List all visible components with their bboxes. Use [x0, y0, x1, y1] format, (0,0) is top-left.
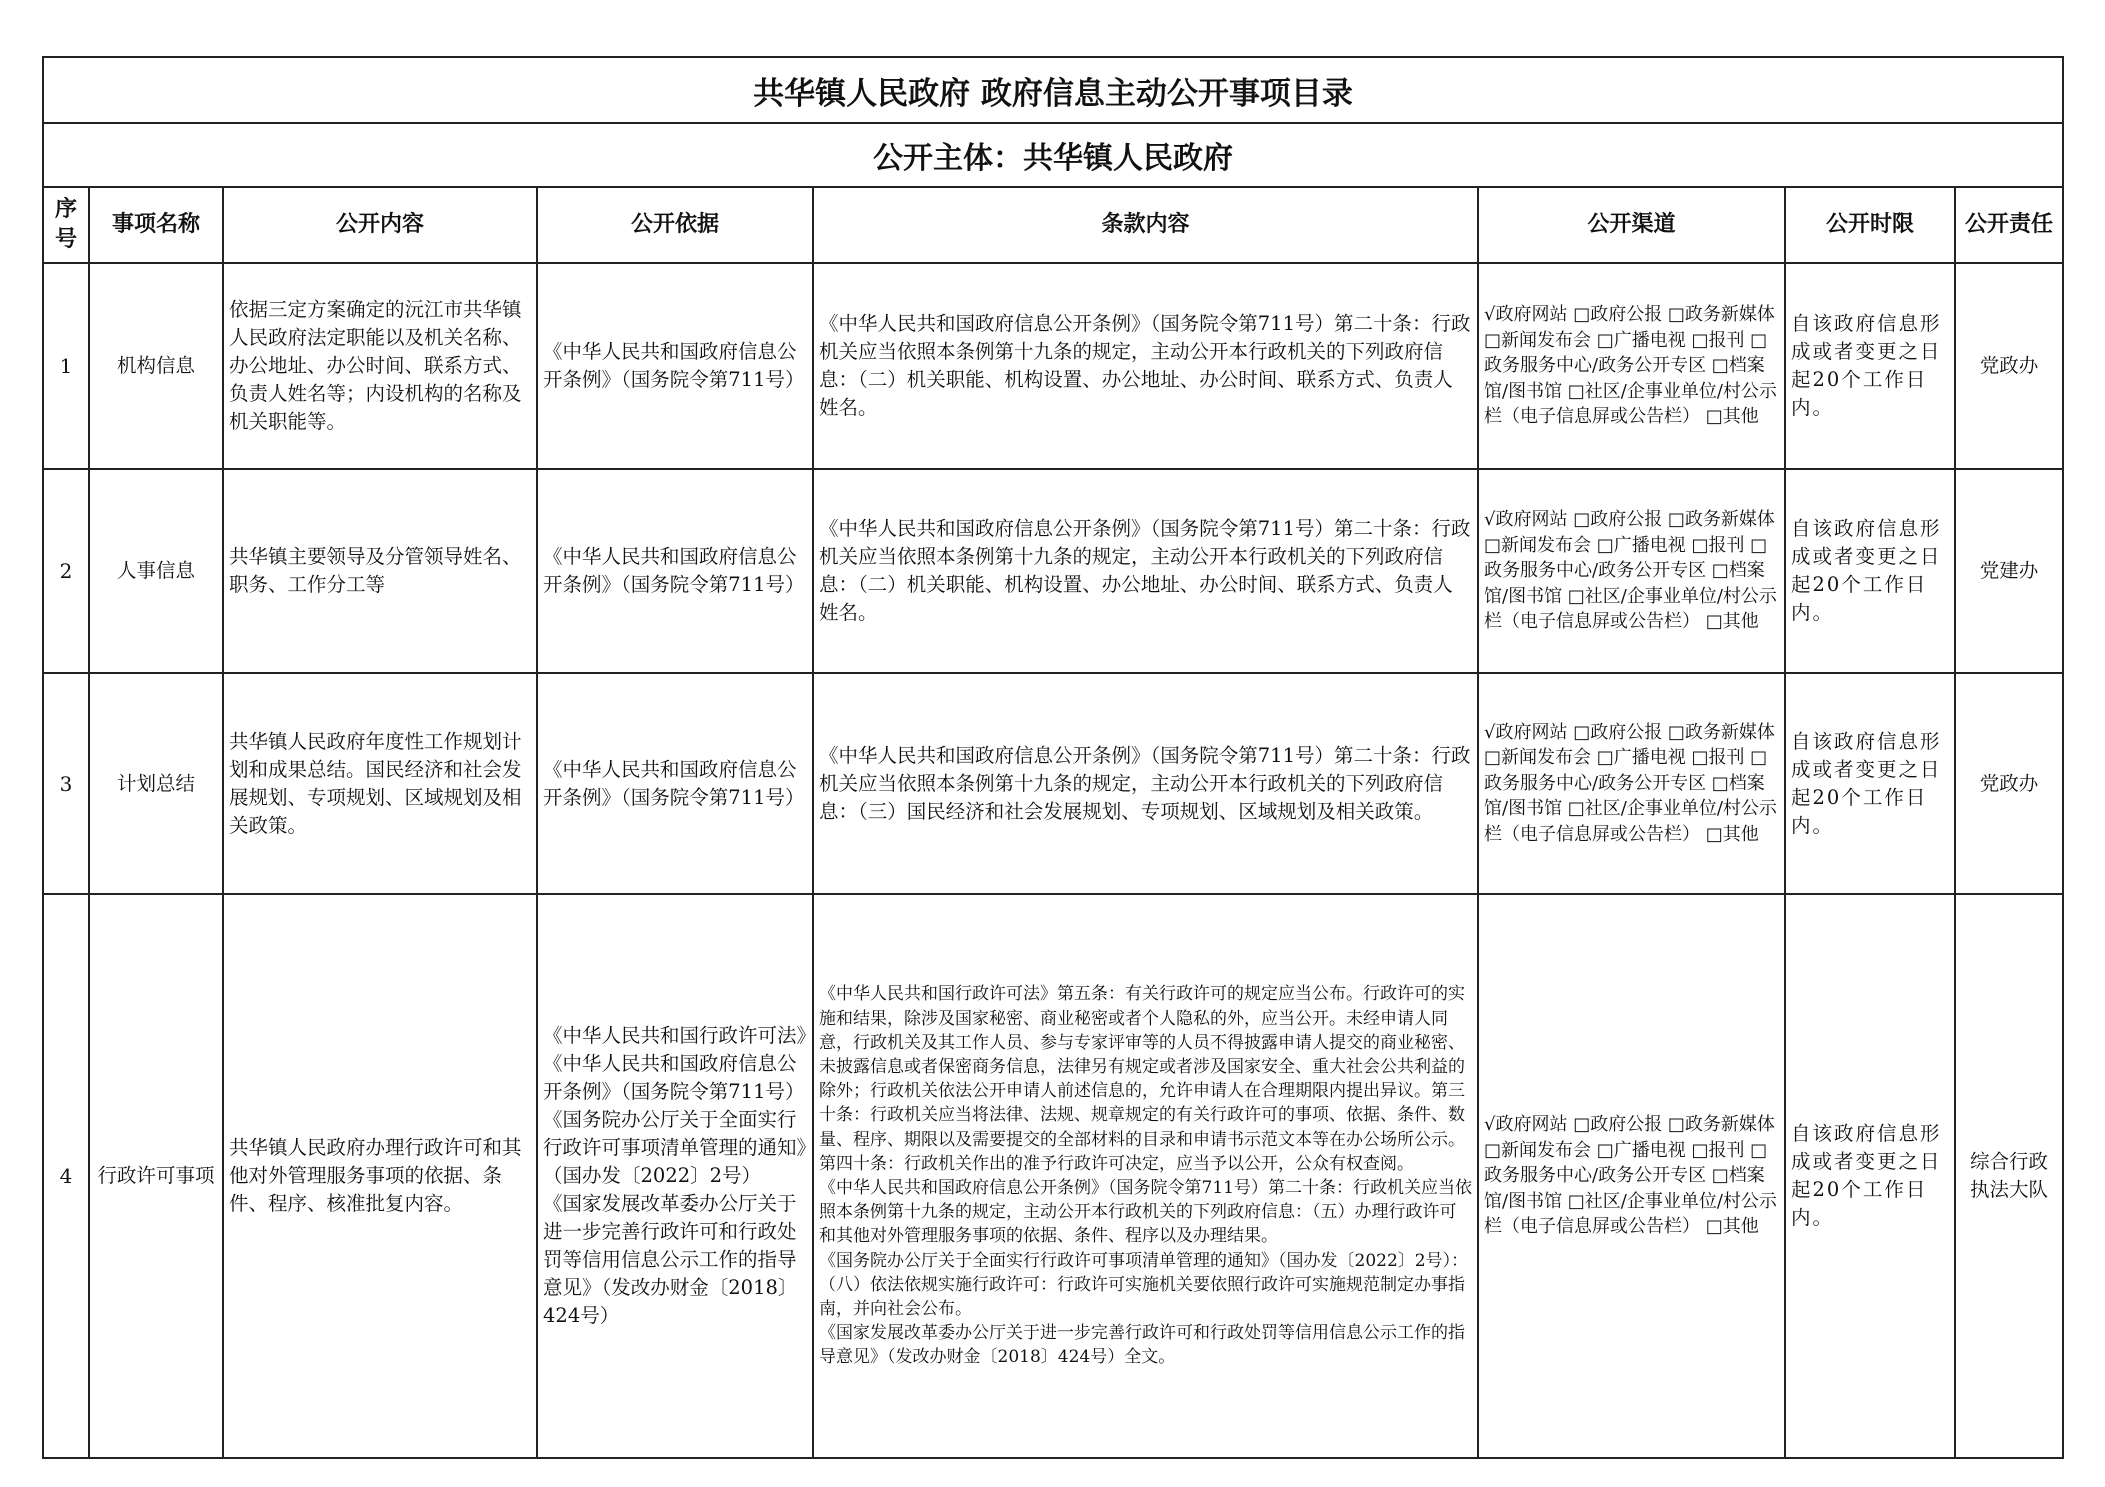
row-duty: 党政办 — [1955, 263, 2063, 469]
table-header-row — [43, 187, 2063, 263]
row-index: 2 — [43, 469, 89, 673]
table-row — [43, 673, 2063, 894]
table-row — [43, 894, 2063, 1458]
row-index: 3 — [43, 673, 89, 894]
row-basis: 《中华人民共和国政府信息公开条例》（国务院令第711号） — [537, 263, 813, 469]
row-basis: 《中华人民共和国政府信息公开条例》（国务院令第711号） — [537, 673, 813, 894]
row-clause: 《中华人民共和国政府信息公开条例》（国务院令第711号）第二十条：行政机关应当依照本条例第十九条的规定，主动公开本行政机关的下列政府信息：（三）国民经济和社会发展规划、专项规划、区域规划及相关政策。 — [813, 673, 1478, 894]
header-clause: 条款内容 — [813, 187, 1478, 263]
row-content: 共华镇人民政府年度性工作规划计划和成果总结。国民经济和社会发展规划、专项规划、区域规划及相关政策。 — [223, 673, 537, 894]
row-basis: 《中华人民共和国政府信息公开条例》（国务院令第711号） — [537, 469, 813, 673]
table-row — [43, 263, 2063, 469]
row-duty: 党政办 — [1955, 673, 2063, 894]
row-duty: 党建办 — [1955, 469, 2063, 673]
header-index: 序号 — [43, 187, 89, 263]
row-content: 共华镇人民政府办理行政许可和其他对外管理服务事项的依据、条件、程序、核准批复内容。 — [223, 894, 537, 1458]
clause-item: 《国家发展改革委办公厅关于进一步完善行政许可和行政处罚等信用信息公示工作的指导意见》（发改办财金〔2018〕424号）全文。 — [819, 1323, 1465, 1368]
header-duty: 公开责任 — [1955, 187, 2063, 263]
basis-item: 《国务院办公厅关于全面实行行政许可事项清单管理的通知》（国办发〔2022〕2号） — [543, 1108, 807, 1187]
row-channel: √政府网站 □政府公报 □政务新媒体 □新闻发布会 □广播电视 □报刊 □政务服务中心/政务公开专区 □档案馆/图书馆 □社区/企事业单位/村公示栏（电子信息屏或公告栏） □其他 — [1478, 263, 1785, 469]
row-time: 自该政府信息形成或者变更之日起20个工作日内。 — [1785, 469, 1955, 673]
header-name: 事项名称 — [89, 187, 223, 263]
row-name: 人事信息 — [89, 469, 223, 673]
row-time: 自该政府信息形成或者变更之日起20个工作日内。 — [1785, 894, 1955, 1458]
row-index: 4 — [43, 894, 89, 1458]
header-basis: 公开依据 — [537, 187, 813, 263]
disclosure-subject: 公开主体：共华镇人民政府 — [43, 123, 2063, 187]
row-content: 依据三定方案确定的沅江市共华镇人民政府法定职能以及机关名称、办公地址、办公时间、联系方式、负责人姓名等；内设机构的名称及机关职能等。 — [223, 263, 537, 469]
basis-item: 《中华人民共和国政府信息公开条例》（国务院令第711号） — [543, 1052, 805, 1103]
clause-item: 《国务院办公厅关于全面实行行政许可事项清单管理的通知》（国办发〔2022〕2号）：（八）依法依规实施行政许可：行政许可实施机关要依照行政许可实施规范制定办事指南，并向社会公布。 — [819, 1250, 1469, 1320]
clause-item: 《中华人民共和国行政许可法》第五条：有关行政许可的规定应当公布。行政许可的实施和结果，除涉及国家秘密、商业秘密或者个人隐私的外，应当公开。未经申请人同意，行政机关及其工作人员、参与专家评审等的人员不得披露申请人提交的商业秘密、未披露信息或者保密商务信息，法律另有规定或者涉及国家安全、重大社会公共利益的除外；行政机关依法公开申请人前述信息的，允许申请人在合理期限内提出异议。第三十条：行政机关应当将法律、法规、规章规定的有关行政许可的事项、依据、条件、数量、程序、期限以及需要提交的全部材料的目录和申请书示范文本等在办公场所公示。第四十条：行政机关作出的准予行政许可决定，应当予以公开，公众有权查阅。 — [819, 984, 1465, 1174]
disclosure-catalog-table — [42, 56, 2064, 1459]
row-channel: √政府网站 □政府公报 □政务新媒体 □新闻发布会 □广播电视 □报刊 □政务服务中心/政务公开专区 □档案馆/图书馆 □社区/企事业单位/村公示栏（电子信息屏或公告栏） □其他 — [1478, 894, 1785, 1458]
row-basis-list — [537, 894, 817, 1458]
page-title: 共华镇人民政府 政府信息主动公开事项目录 — [43, 57, 2063, 123]
row-channel: √政府网站 □政府公报 □政务新媒体 □新闻发布会 □广播电视 □报刊 □政务服务中心/政务公开专区 □档案馆/图书馆 □社区/企事业单位/村公示栏（电子信息屏或公告栏） □其他 — [1478, 469, 1785, 673]
row-clause: 《中华人民共和国政府信息公开条例》（国务院令第711号）第二十条：行政机关应当依照本条例第十九条的规定，主动公开本行政机关的下列政府信息：（二）机关职能、机构设置、办公地址、办公时间、联系方式、负责人姓名。 — [813, 263, 1478, 469]
basis-item: 《中华人民共和国行政许可法》 — [543, 1024, 817, 1047]
table-row — [43, 469, 2063, 673]
row-time: 自该政府信息形成或者变更之日起20个工作日内。 — [1785, 263, 1955, 469]
row-index: 1 — [43, 263, 89, 469]
header-time: 公开时限 — [1785, 187, 1955, 263]
row-time: 自该政府信息形成或者变更之日起20个工作日内。 — [1785, 673, 1955, 894]
row-name: 机构信息 — [89, 263, 223, 469]
row-name: 计划总结 — [89, 673, 223, 894]
header-content: 公开内容 — [223, 187, 537, 263]
row-name: 行政许可事项 — [89, 894, 223, 1458]
header-channel: 公开渠道 — [1478, 187, 1785, 263]
row-duty: 综合行政执法大队 — [1955, 894, 2063, 1458]
clause-item: 《中华人民共和国政府信息公开条例》（国务院令第711号）第二十条：行政机关应当依照本条例第十九条的规定，主动公开本行政机关的下列政府信息：（五）办理行政许可和其他对外管理服务事项的依据、条件、程序以及办理结果。 — [819, 1178, 1472, 1247]
basis-item: 《国家发展改革委办公厅关于进一步完善行政许可和行政处罚等信用信息公示工作的指导意见》（发改办财金〔2018〕424号） — [543, 1192, 798, 1327]
row-clause-list — [813, 894, 1478, 1458]
row-channel: √政府网站 □政府公报 □政务新媒体 □新闻发布会 □广播电视 □报刊 □政务服务中心/政务公开专区 □档案馆/图书馆 □社区/企事业单位/村公示栏（电子信息屏或公告栏） □其他 — [1478, 673, 1785, 894]
row-clause: 《中华人民共和国政府信息公开条例》（国务院令第711号）第二十条：行政机关应当依照本条例第十九条的规定，主动公开本行政机关的下列政府信息：（二）机关职能、机构设置、办公地址、办公时间、联系方式、负责人姓名。 — [813, 469, 1478, 673]
row-content: 共华镇主要领导及分管领导姓名、职务、工作分工等 — [223, 469, 537, 673]
